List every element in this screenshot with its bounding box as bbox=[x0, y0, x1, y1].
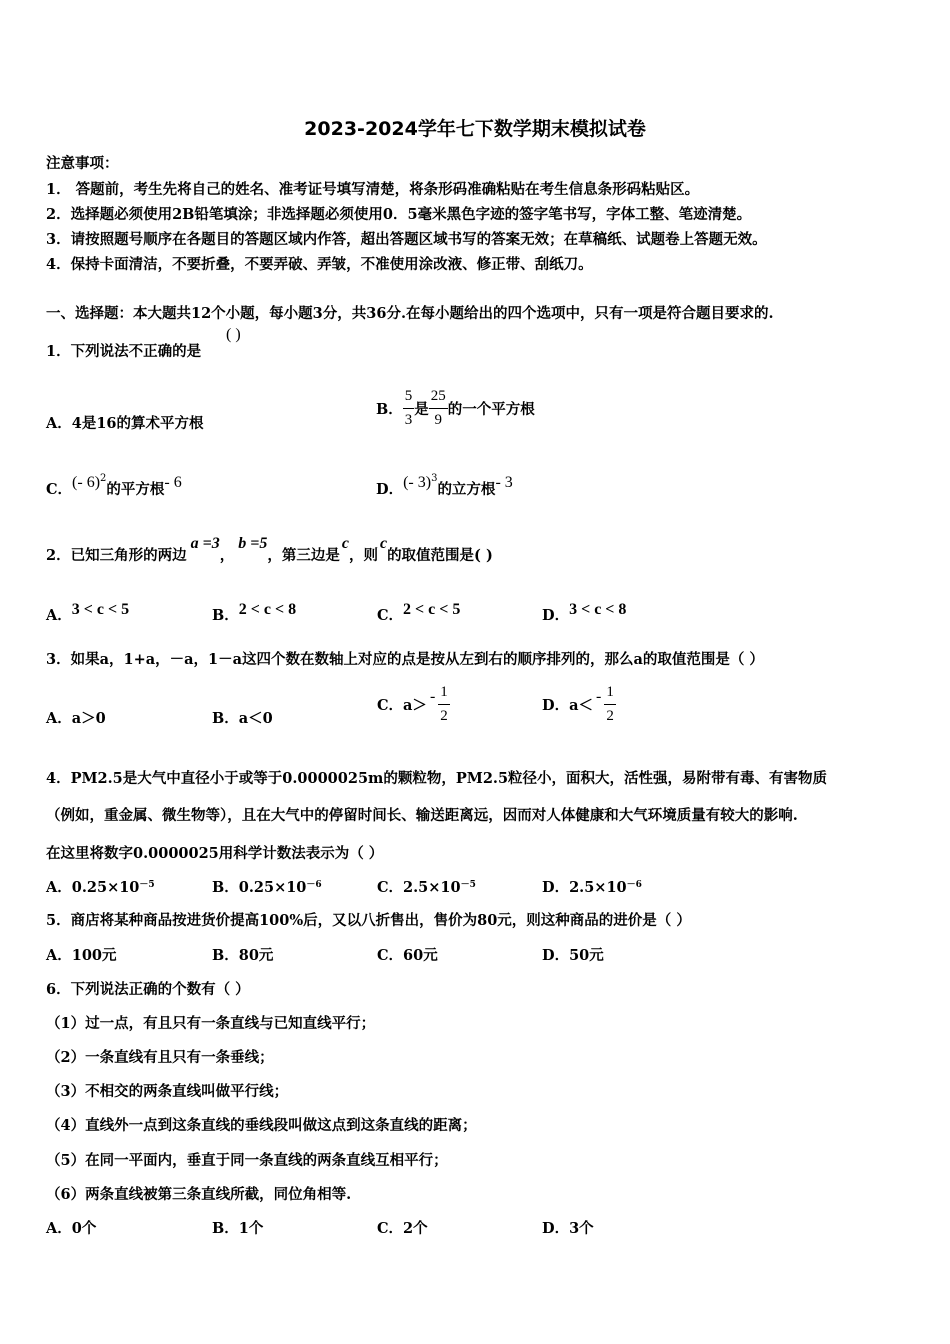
fraction-1-2: $\frac{1}{2}$ bbox=[606, 684, 614, 724]
question-4-line2: （例如，重金属、微生物等），且在大气中的停留时间长、输送距离远，因而对人体健康和大气环境质量有较大的影响. bbox=[46, 807, 798, 824]
q6-option-b: B．1个 bbox=[212, 1220, 264, 1237]
q1-option-d: D．(- 3)$^3$的立方根- 3 bbox=[376, 473, 513, 498]
q1-option-a: A．4是16的算术平方根 bbox=[46, 415, 204, 432]
note-item: 2．选择题必须使用2B铅笔填涂；非选择题必须使用0．5毫米黑色字迹的签字笔书写，字体工整、笔迹清楚。 bbox=[46, 206, 752, 223]
question-1-paren: ( ) bbox=[226, 326, 241, 343]
q2-option-a: A．3 < c < 5 bbox=[46, 601, 130, 624]
note-item: 3．请按照题号顺序在各题目的答题区域内作答，超出答题区域书写的答案无效；在草稿纸、试题卷上答题无效。 bbox=[46, 231, 767, 248]
q2-option-d: D．3 < c < 8 bbox=[542, 601, 627, 624]
q4-option-c: C．$2.5\times 10^{-5}$ bbox=[377, 879, 476, 896]
q6-statement: （5）在同一平面内，垂直于同一条直线的两条直线互相平行； bbox=[46, 1152, 448, 1169]
q5-option-a: A．100元 bbox=[46, 947, 117, 964]
question-2-stem: 2．已知三角形的两边a =3，b =5，第三边是c，则c的取值范围是( ) bbox=[46, 535, 493, 564]
q5-option-d: D．50元 bbox=[542, 947, 604, 964]
question-5-stem: 5．商店将某种商品按进货价提高100%后，又以八折售出，售价为80元，则这种商品的进价是（ ） bbox=[46, 912, 691, 929]
q2-option-b: B．2 < c < 8 bbox=[212, 601, 297, 624]
q6-statement: （3）不相交的两条直线叫做平行线； bbox=[46, 1083, 289, 1100]
q3-option-d: D．a＜- $\frac{1}{2}$ bbox=[542, 684, 614, 724]
section-heading: 一、选择题：本大题共12个小题，每小题3分，共36分.在每小题给出的四个选项中，只有一项是符合题目要求的. bbox=[46, 305, 774, 322]
q6-statement: （6）两条直线被第三条直线所截，同位角相等. bbox=[46, 1186, 352, 1203]
q6-statement: （4）直线外一点到这条直线的垂线段叫做这点到这条直线的距离； bbox=[46, 1117, 477, 1134]
q2-option-c: C．2 < c < 5 bbox=[377, 601, 461, 624]
notes-heading: 注意事项： bbox=[46, 155, 119, 172]
question-3-stem: 3．如果a，1+a，－a，1－a这四个数在数轴上对应的点是按从左到右的顺序排列的，那么a的取值范围是（ ） bbox=[46, 651, 764, 668]
note-item: 1． 答题前，考生先将自己的姓名、准考证号填写清楚，将条形码准确粘贴在考生信息条形码粘贴区。 bbox=[46, 181, 700, 198]
q1-option-b: B． $\frac{5}{3}$ 是 $\frac{25}{9}$ 的一个平方根 bbox=[376, 388, 535, 428]
q4-option-d: D．$2.5\times 10^{-6}$ bbox=[542, 879, 642, 896]
question-6-stem: 6．下列说法正确的个数有（ ） bbox=[46, 981, 250, 998]
q6-option-c: C．2个 bbox=[377, 1220, 428, 1237]
q4-option-a: A．$0.25\times 10^{-5}$ bbox=[46, 879, 155, 896]
q1-option-c: C．(- 6)$^2$的平方根- 6 bbox=[46, 473, 182, 498]
option-label: B． bbox=[376, 401, 403, 418]
q6-option-d: D．3个 bbox=[542, 1220, 594, 1237]
question-4-line3: 在这里将数字0.0000025用科学计数法表示为（ ） bbox=[46, 845, 384, 862]
q5-option-c: C．60元 bbox=[377, 947, 438, 964]
q3-option-c: C．a＞- $\frac{1}{2}$ bbox=[377, 684, 448, 724]
question-4-line1: 4．PM2.5是大气中直径小于或等于0.0000025m的颗粒物，PM2.5粒径小，面积大，活性强，易附带有毒、有害物质 bbox=[46, 770, 828, 787]
q6-statement: （2）一条直线有且只有一条垂线； bbox=[46, 1049, 274, 1066]
page-title: 2023-2024学年七下数学期末模拟试卷 bbox=[304, 118, 646, 140]
question-1-stem: 1．下列说法不正确的是 bbox=[46, 343, 202, 360]
fraction-1-2: $\frac{1}{2}$ bbox=[440, 684, 448, 724]
q3-option-b: B．a＜0 bbox=[212, 710, 273, 727]
fraction-5-3: $\frac{5}{3}$ bbox=[404, 388, 413, 428]
q5-option-b: B．80元 bbox=[212, 947, 274, 964]
q3-option-a: A．a＞0 bbox=[46, 710, 106, 727]
fraction-25-9: $\frac{25}{9}$ bbox=[430, 388, 446, 428]
q6-statement: （1）过一点，有且只有一条直线与已知直线平行； bbox=[46, 1015, 376, 1032]
q6-option-a: A．0个 bbox=[46, 1220, 97, 1237]
q4-option-b: B．$0.25\times 10^{-6}$ bbox=[212, 879, 322, 896]
note-item: 4．保持卡面清洁，不要折叠，不要弄破、弄皱，不准使用涂改液、修正带、刮纸刀。 bbox=[46, 256, 593, 273]
